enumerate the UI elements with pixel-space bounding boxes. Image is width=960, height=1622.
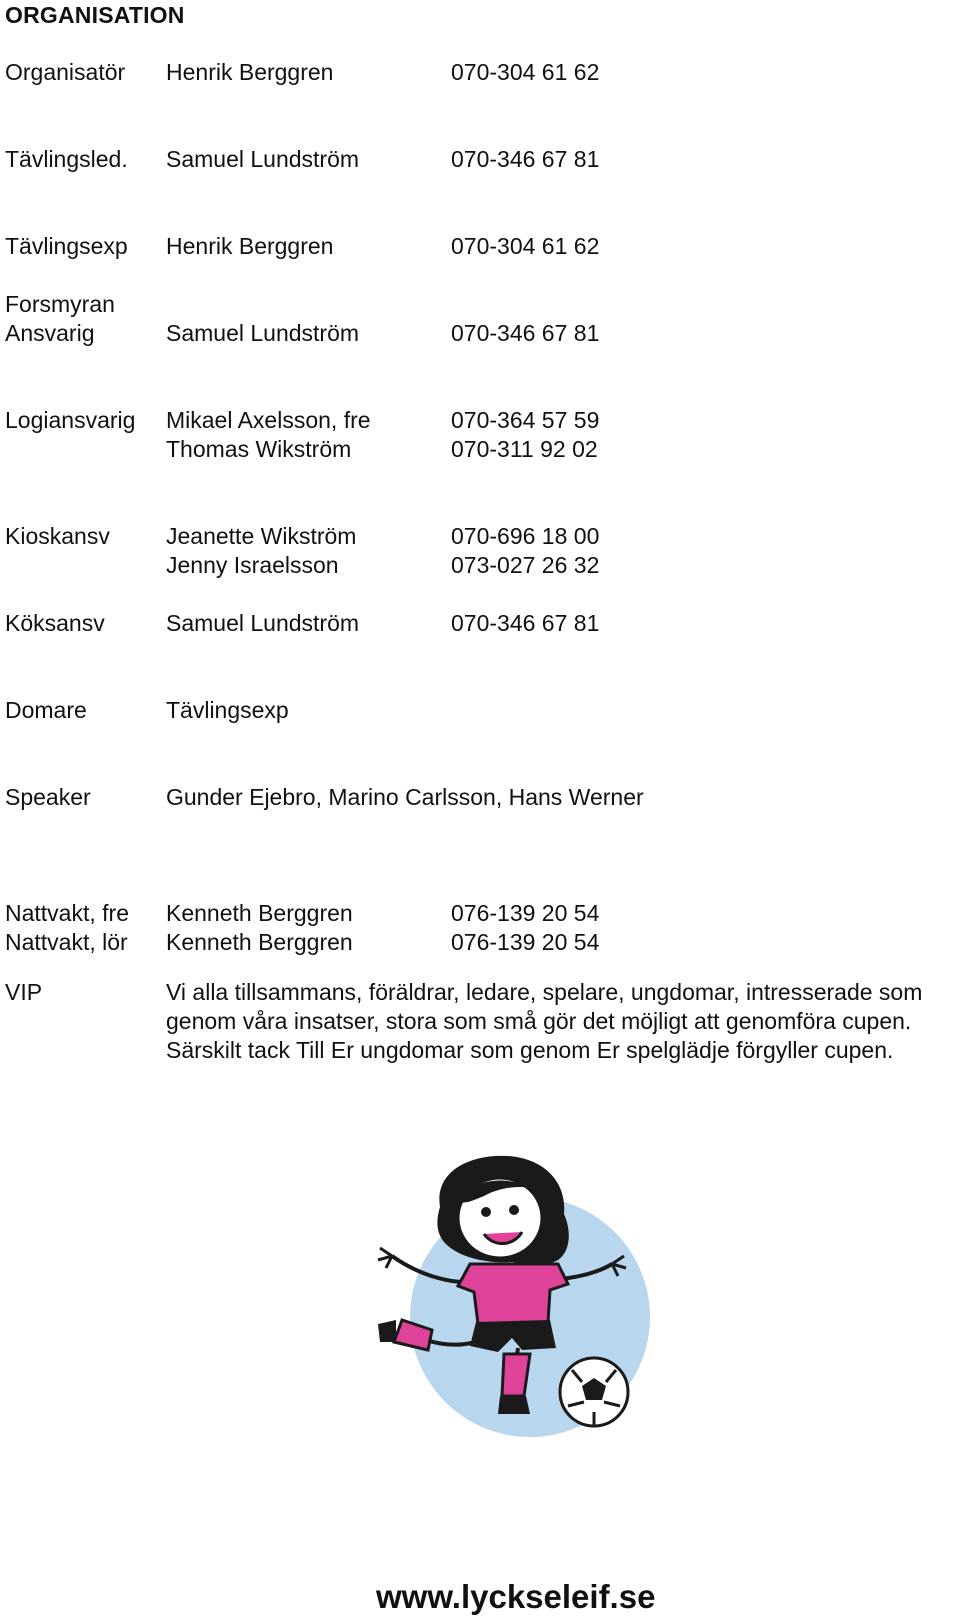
contact-name: Mikael Axelsson, fre xyxy=(166,407,371,433)
contact-phone: 070-304 61 62 xyxy=(451,233,600,259)
contact-phone: 073-027 26 32 xyxy=(451,552,600,578)
contact-phone: 076-139 20 54 xyxy=(451,900,600,926)
role-ansvarig: Ansvarig xyxy=(5,320,95,346)
contact-phone: 070-346 67 81 xyxy=(451,146,600,172)
contact-phone: 070-364 57 59 xyxy=(451,407,600,433)
contact-name: Tävlingsexp xyxy=(166,697,289,723)
contact-phone: 070-346 67 81 xyxy=(451,320,600,346)
role-tavlingsexp: Tävlingsexp xyxy=(5,233,128,259)
contact-name: Jeanette Wikström xyxy=(166,523,357,549)
contact-phone: 070-304 61 62 xyxy=(451,59,600,85)
girl-kicking-football-icon xyxy=(372,1152,672,1442)
contact-phone: 070-696 18 00 xyxy=(451,523,600,549)
role-forsmyran: Forsmyran xyxy=(5,291,115,317)
contact-name: Samuel Lundström xyxy=(166,320,360,346)
role-vip: VIP xyxy=(5,979,43,1005)
contact-name: Thomas Wikström xyxy=(166,436,352,462)
contact-name: Kenneth Berggren xyxy=(166,900,353,926)
vip-thanks: Särskilt tack Till Er ungdomar som genom Er spelglädje förgyller cupen. xyxy=(166,1037,894,1063)
role-kioskansv: Kioskansv xyxy=(5,523,110,549)
contact-phone: 070-311 92 02 xyxy=(451,436,598,462)
role-organisator: Organisatör xyxy=(5,59,126,85)
role-logiansvarig: Logiansvarig xyxy=(5,407,136,433)
contact-phone: 076-139 20 54 xyxy=(451,929,600,955)
vip-message xyxy=(166,978,956,1065)
vip-paragraph: Vi alla tillsammans, föräldrar, ledare, spelare, ungdomar, intresserade som genom våra insatser, stora som små gör det möjligt att genomföra cupen. xyxy=(166,979,923,1034)
contact-name: Gunder Ejebro, Marino Carlsson, Hans Werner xyxy=(166,784,644,810)
website-url: www.lyckseleif.se xyxy=(376,1578,656,1615)
contact-name: Henrik Berggren xyxy=(166,233,334,259)
contact-name: Kenneth Berggren xyxy=(166,929,353,955)
role-koksansv: Köksansv xyxy=(5,610,105,636)
role-nattvakt-fre: Nattvakt, fre xyxy=(5,900,129,926)
role-tavlingsled: Tävlingsled. xyxy=(5,146,128,172)
role-nattvakt-lor: Nattvakt, lör xyxy=(5,929,128,955)
role-domare: Domare xyxy=(5,697,87,723)
role-speaker: Speaker xyxy=(5,784,91,810)
contact-name: Samuel Lundström xyxy=(166,610,360,636)
contact-phone: 070-346 67 81 xyxy=(451,610,600,636)
contact-name: Jenny Israelsson xyxy=(166,552,339,578)
contact-name: Henrik Berggren xyxy=(166,59,334,85)
page-title: ORGANISATION xyxy=(5,2,185,28)
contact-name: Samuel Lundström xyxy=(166,146,360,172)
